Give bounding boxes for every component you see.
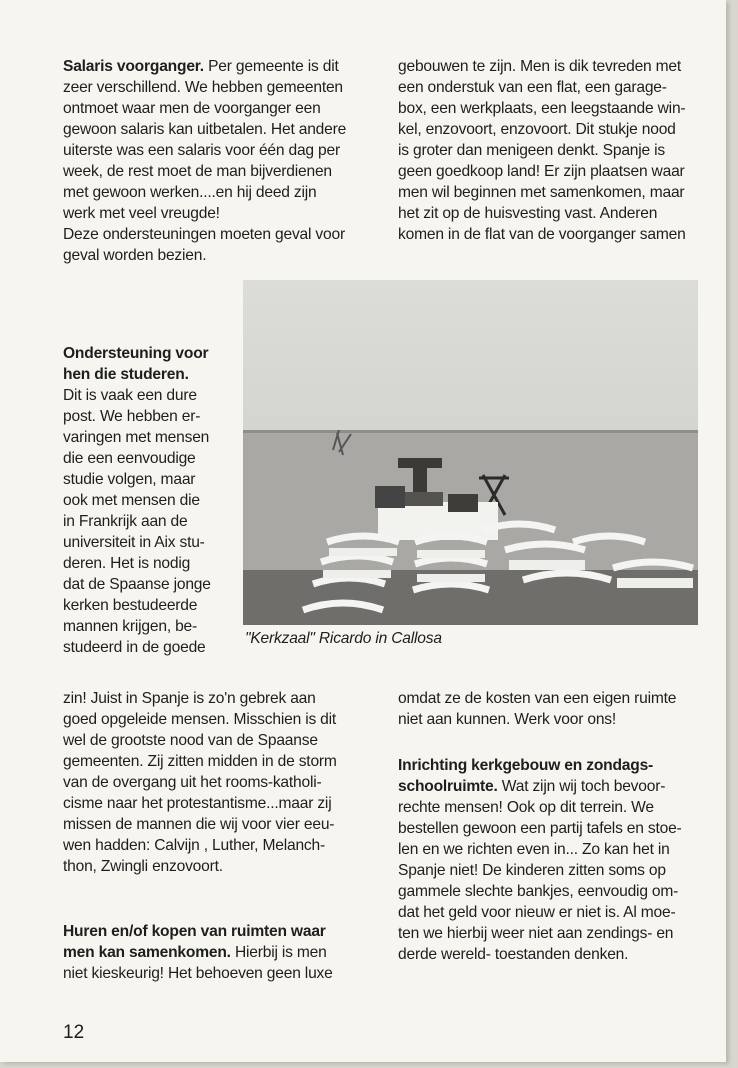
study-heading: Ondersteuning voor [63,345,209,362]
text-line: kerken bestudeerde [63,597,198,614]
equipment [375,486,405,508]
text-line: dat de Spaanse jonge [63,576,211,593]
text-line: in Frankrijk aan de [63,513,188,530]
text-line: universiteit in Aix stu- [63,534,205,551]
text-line: bestellen gewoon een partij tafels en stoe- [398,820,682,837]
text-line: studie volgen, maar [63,471,196,488]
chair-seat [417,550,485,558]
rental-section [63,921,333,984]
chair-seat [509,560,585,570]
furnishing-heading-tail: Wat zijn wij toch bevoor- [497,778,666,795]
wall-trim [243,430,698,433]
study-heading: hen die studeren. [63,366,189,383]
rental-continued [398,56,686,245]
church-hall-illustration [243,280,698,625]
chair-seat [323,570,391,578]
text-line: zeer verschillend. We hebben gemeenten [63,79,343,96]
text-line: box, een werkplaats, een leegstaande win- [398,100,686,117]
text-line [63,56,346,77]
text-line [398,776,682,797]
photo-caption: "Kerkzaal" Ricardo in Callosa [245,630,442,647]
text-line: van de overgang uit het rooms-katholi- [63,774,322,791]
study-section [63,343,211,658]
study-continued [63,688,337,877]
salary-section [63,56,346,266]
text-line: cisme naar het protestantisme...maar zij [63,795,332,812]
text-line: gewoon salaris kan uitbetalen. Het andere [63,121,347,138]
pulpit-top [398,458,442,468]
text-line: die een eenvoudige [63,450,196,467]
text-line: len en we richten even in... Zo kan het in [398,841,670,858]
rental-heading: Huren en/of kopen van ruimten waar [63,923,326,940]
text-line: ontmoet waar men de voorganger een [63,100,321,117]
text-line: derde wereld- toestanden denken. [398,946,629,963]
text-line: gammele slechte bankjes, eenvoudig om- [398,883,679,900]
text-line: een onderstuk van een flat, een garage- [398,79,667,96]
text-line: varingen met mensen [63,429,210,446]
text-line: kel, enzovoort, enzovoort. Dit stukje nood [398,121,676,138]
text-line: niet aan kunnen. Werk voor ons! [398,711,617,728]
text-line: komen in de flat van de voorganger samen [398,226,686,243]
text-line: geval worden bezien. [63,247,207,264]
text-line: post. We hebben er- [63,408,201,425]
text-line: studeerd in de goede [63,639,206,656]
text-line: wen hadden: Calvijn , Luther, Melanch- [63,837,325,854]
text-line: dat het geld voor nieuw er niet is. Al moe- [398,904,676,921]
text-line: Dit is vaak een dure [63,387,197,404]
text-line: werk met veel vreugde! [63,205,220,222]
text-line: men wil beginnen met samenkomen, maar [398,184,685,201]
furnishing-heading: schoolruimte. [398,778,498,795]
text-line [63,942,333,963]
text-line: het zit op de huisvesting vast. Anderen [398,205,658,222]
equipment [448,494,478,512]
text-line: wel de grootste nood van de Spaanse [63,732,318,749]
page-number: 12 [63,1022,85,1043]
text-line: goed opgeleide mensen. Misschien is dit [63,711,337,728]
text-line: ten we hierbij weer niet aan zendings- en [398,925,674,942]
text-line: zin! Juist in Spanje is zo'n gebrek aan [63,690,316,707]
text-line: geen goedkoop land! Er zijn plaatsen waar [398,163,685,180]
salary-heading: Salaris voorganger. [63,58,204,75]
church-hall-photo [243,280,698,625]
text-line: rechte mensen! Ook op dit terrein. We [398,799,654,816]
text-line: omdat ze de kosten van een eigen ruimte [398,690,677,707]
text-line: thon, Zwingli enzovoort. [63,858,223,875]
rental-heading-tail: Hierbij is men [230,944,327,961]
text-line: deren. Het is nodig [63,555,191,572]
text-line: Spanje niet! De kinderen zitten soms op [398,862,666,879]
salary-heading-tail: Per gemeente is dit [203,58,339,75]
text-line: Deze ondersteuningen moeten geval voor [63,226,345,243]
text-line: gebouwen te zijn. Men is dik tevreden met [398,58,682,75]
text-line: is groter dan menigeen denkt. Spanje is [398,142,665,159]
rental-heading: men kan samenkomen. [63,944,231,961]
text-line: mannen krijgen, be- [63,618,198,635]
text-line: uiterste was een salaris voor één dag per [63,142,340,159]
text-line: ook met mensen die [63,492,200,509]
chair-seat [329,548,397,556]
chair-seat [417,574,485,582]
furnishing-section [398,755,682,965]
rental-end [398,688,676,730]
text-line: missen de mannen die wij voor vier eeu- [63,816,335,833]
text-line: week, de rest moet de man bijverdienen [63,163,332,180]
chair-seat [617,578,693,588]
text-line: met gewoon werken....en hij deed zijn [63,184,317,201]
text-line: niet kieskeurig! Het behoeven geen luxe [63,965,333,982]
text-line: gemeenten. Zij zitten midden in de storm [63,753,337,770]
furnishing-heading: Inrichting kerkgebouw en zondags- [398,757,654,774]
